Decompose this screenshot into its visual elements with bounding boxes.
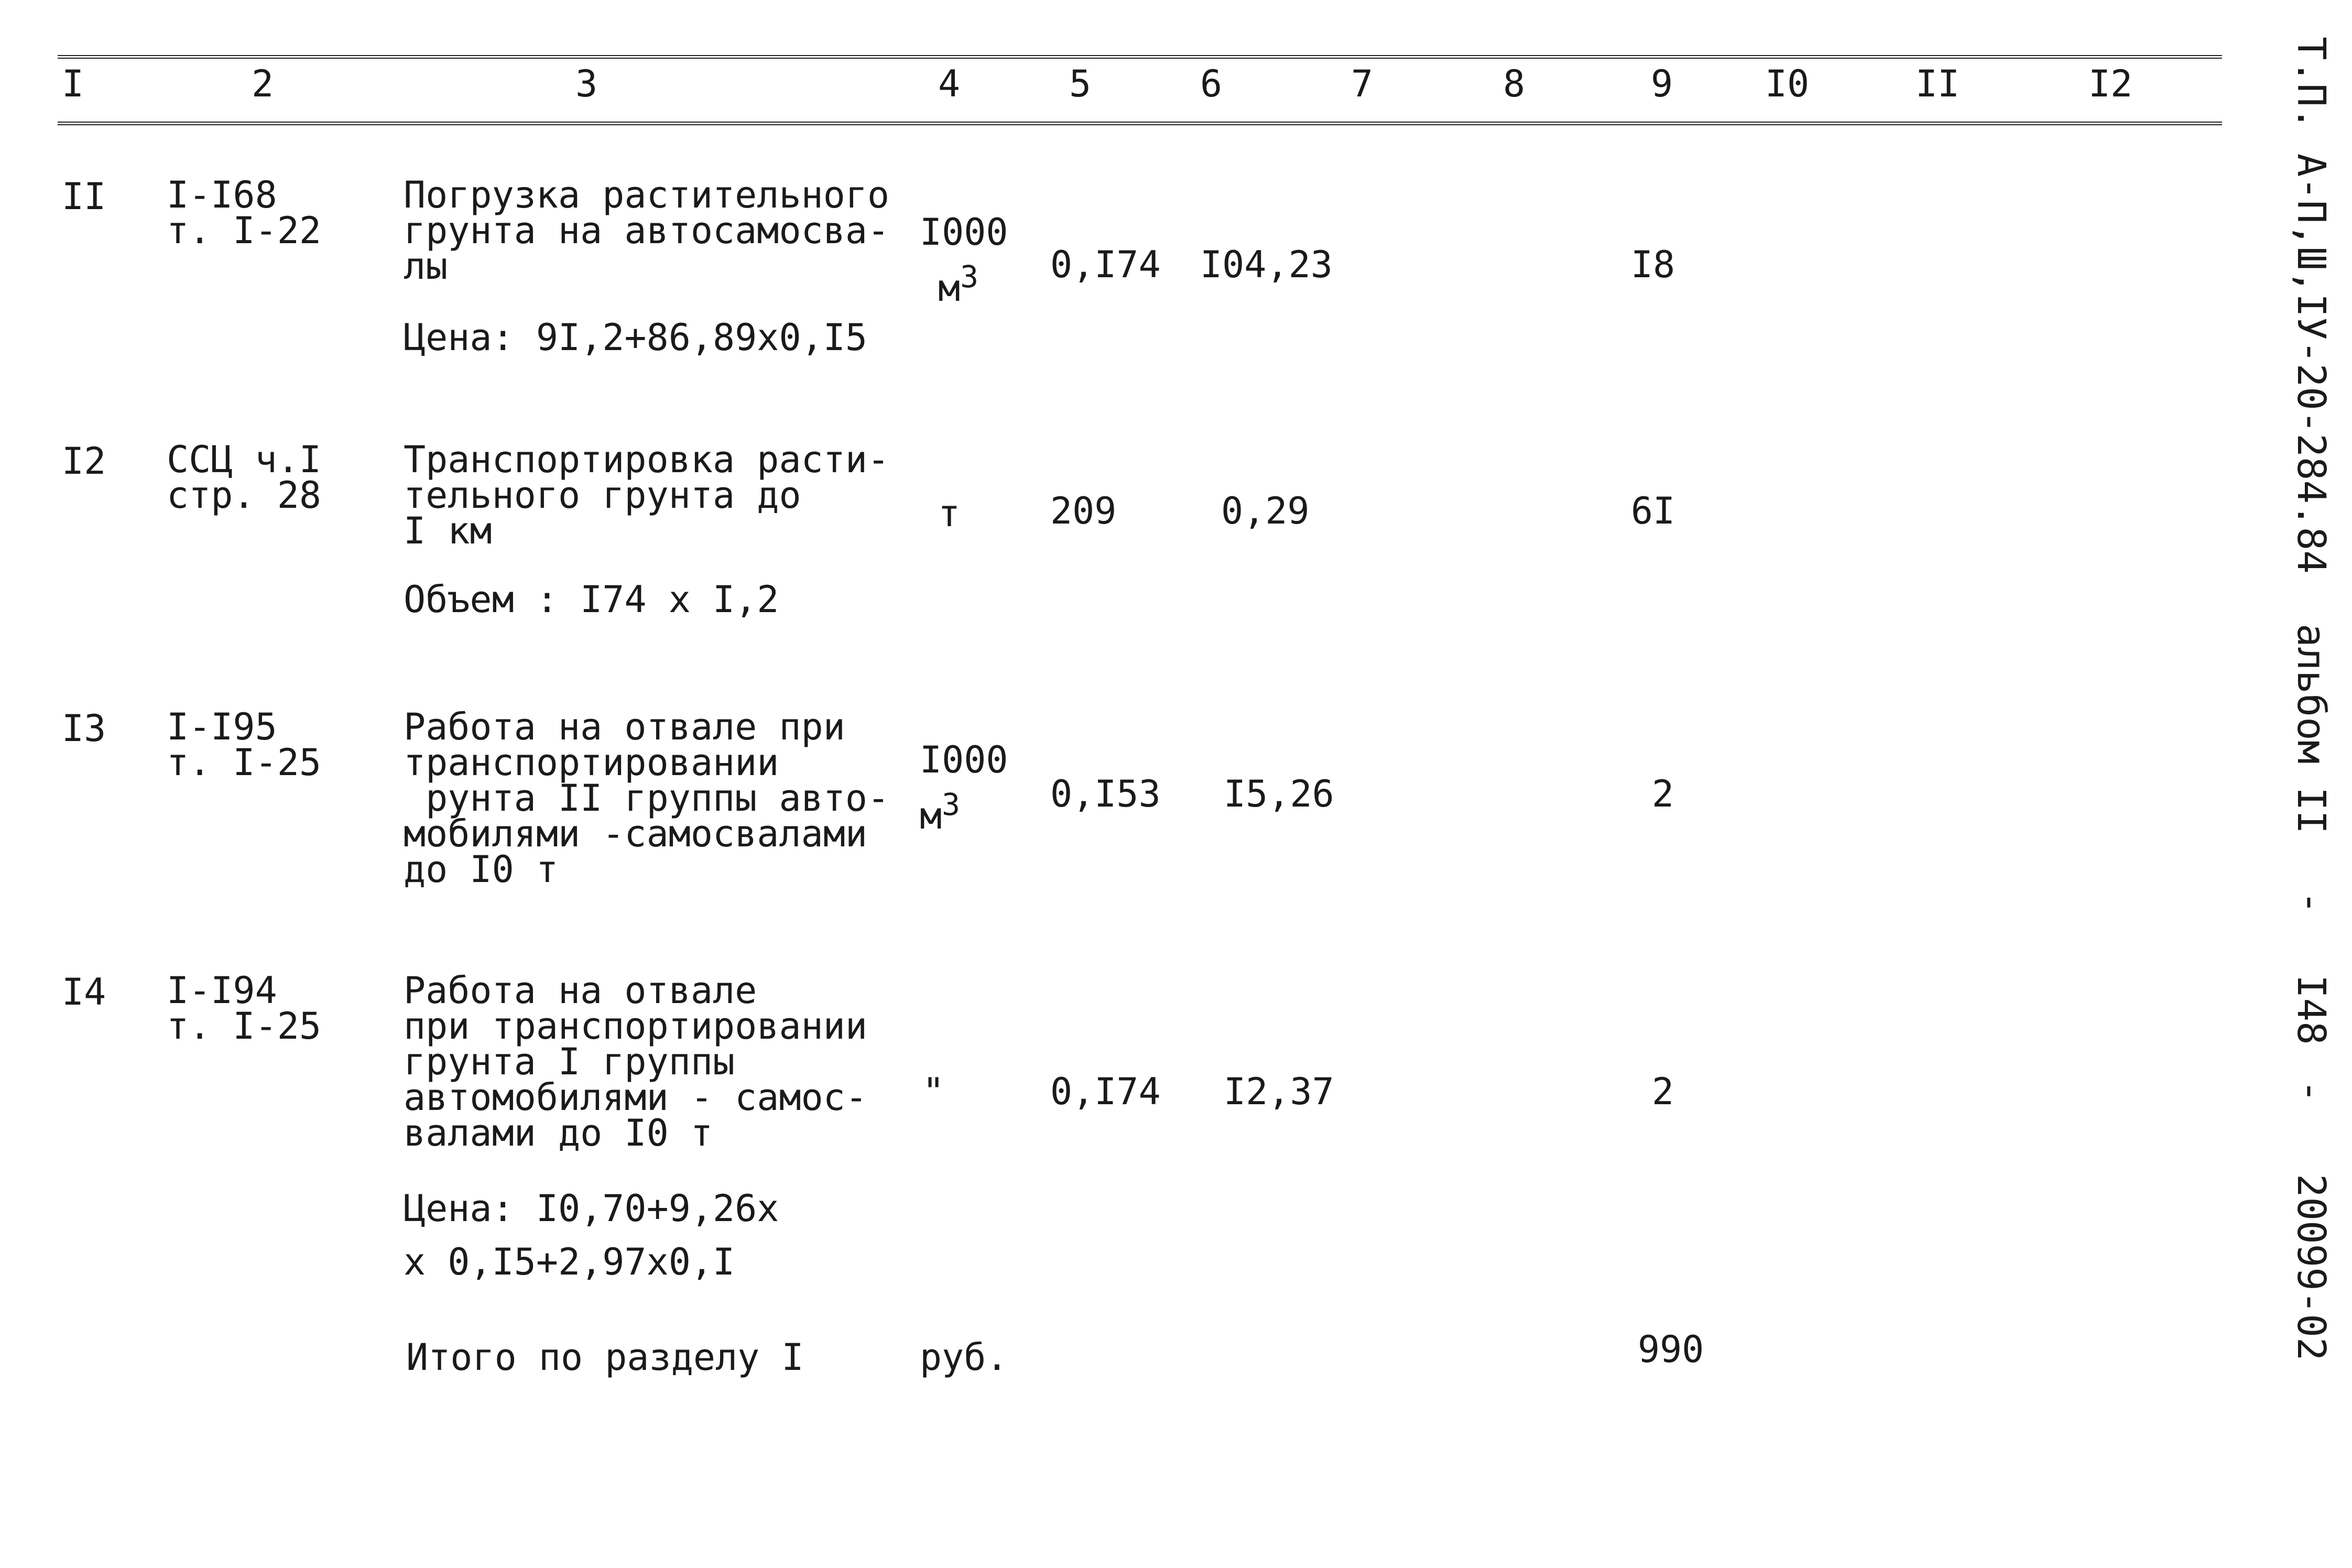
row-code: I-I95 т. I-25	[167, 705, 322, 784]
margin-album: альбом II	[2289, 624, 2334, 834]
total-unit: руб.	[920, 1336, 1008, 1379]
row-col6-value: I2,37	[1224, 1070, 1334, 1113]
row-col6-value: I5,26	[1224, 772, 1334, 815]
row-col5-value: 0,I74	[1050, 243, 1161, 286]
row-description: Работа на отвале при транспортировании грунта I группы автомобилями - самос- валами до I0 т	[404, 969, 868, 1155]
row-number: I2	[62, 440, 106, 483]
total-value: 990	[1638, 1328, 1704, 1371]
row-unit-main: I000	[920, 211, 1008, 254]
row-number: II	[62, 175, 106, 218]
row-code: ССЦ ч.I стр. 28	[167, 438, 322, 517]
total-label: Итого по разделу I	[406, 1336, 804, 1379]
row-unit-sub: $м^3$	[938, 259, 979, 310]
column-header-9: 9	[1651, 62, 1673, 105]
column-header-6: 6	[1200, 62, 1223, 105]
row-code: I-I68 т. I-22	[167, 173, 322, 252]
row-col6-value: 0,29	[1221, 489, 1310, 532]
column-header-5: 5	[1069, 62, 1092, 105]
row-col5-value: 209	[1050, 489, 1117, 532]
row-note: Объем : I74 x I,2	[404, 578, 779, 621]
row-note: Цена: 9I,2+86,89x0,I5	[404, 316, 868, 359]
margin-number: 20099-02	[2289, 1174, 2334, 1361]
column-header-11: II	[1915, 62, 1960, 105]
row-description: Погрузка растительного грунта на автосамосва- лы	[404, 173, 890, 288]
row-description: Работа на отвале при транспортировании рунта II группы авто- мобилями -самосвалами до I0 т	[404, 705, 890, 891]
margin-caption	[2285, 37, 2337, 1378]
column-header-4: 4	[938, 62, 961, 105]
column-header-10: I0	[1765, 62, 1810, 105]
row-code: I-I94 т. I-25	[167, 969, 322, 1048]
row-col9-value: I8	[1631, 243, 1675, 286]
header-top-rule	[58, 55, 2222, 59]
column-header-2: 2	[252, 62, 274, 105]
row-unit-main: I000	[920, 738, 1008, 781]
row-unit-main: т	[938, 492, 961, 535]
row-col5-value: 0,I74	[1050, 1070, 1161, 1113]
column-header-1: I	[62, 62, 84, 105]
row-col6-value: I04,23	[1200, 243, 1333, 286]
row-unit-sub: $м^3$	[920, 787, 961, 837]
row-col9-value: 6I	[1631, 489, 1675, 532]
margin-dash-2: -	[2289, 1080, 2334, 1103]
column-header-3: 3	[575, 62, 598, 105]
margin-doc-code: Т.П. А-П,Ш,IУ-20-284.84	[2289, 37, 2334, 574]
row-col5-value: 0,I53	[1050, 772, 1161, 815]
margin-page: I48	[2289, 975, 2334, 1045]
row-number: I4	[62, 971, 106, 1014]
column-header-8: 8	[1503, 62, 1526, 105]
row-note: Цена: I0,70+9,26x x 0,I5+2,97x0,I	[404, 1187, 779, 1283]
row-col9-value: 2	[1652, 772, 1674, 815]
row-description: Транспортировка расти- тельного грунта до I км	[404, 438, 890, 552]
row-col9-value: 2	[1652, 1070, 1674, 1113]
column-header-7: 7	[1351, 62, 1374, 105]
margin-dash-1: -	[2289, 891, 2334, 914]
column-header-12: I2	[2088, 62, 2133, 105]
header-bottom-rule	[58, 122, 2222, 125]
row-unit-main: "	[922, 1070, 945, 1113]
row-number: I3	[62, 707, 106, 750]
